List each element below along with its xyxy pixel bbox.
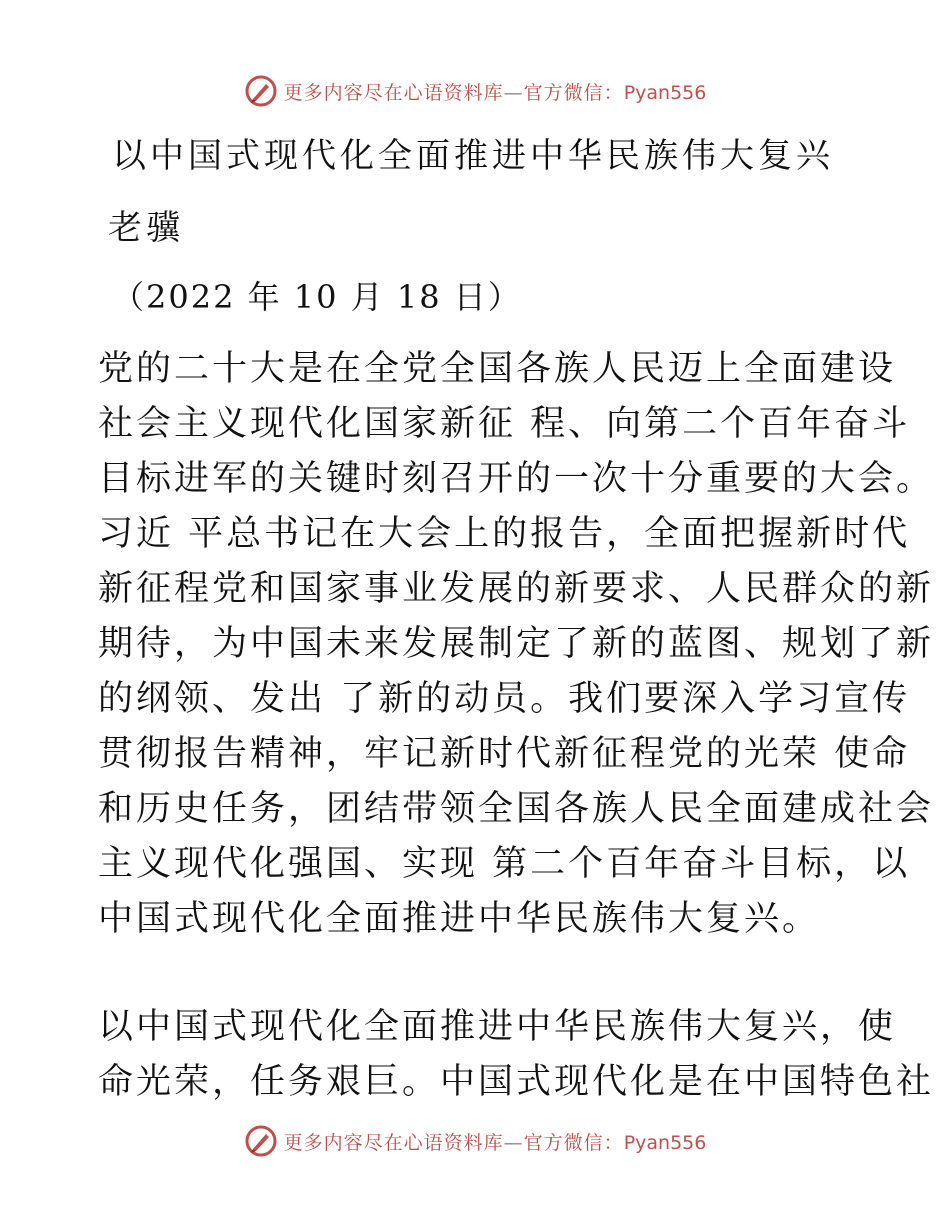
watermark-text: 更多内容尽在心语资料库—官方微信：Pyan556 xyxy=(283,81,707,104)
paragraph-line: 贯彻报告精神，牢记新时代新征程党的光荣 使命 xyxy=(98,734,911,774)
paragraph-line: 命光荣，任务艰巨。中国式现代化是在中国特色社 xyxy=(98,1062,935,1102)
paragraph-line: 以中国式现代化全面推进中华民族伟大复兴，使 xyxy=(98,1007,897,1047)
document-author: 老骥 xyxy=(108,208,184,248)
paragraph-line: 和历史任务，团结带领全国各族人民全面建成社会 xyxy=(98,789,935,829)
paragraph-line: 期待，为中国未来发展制定了新的蓝图、规划了新 xyxy=(98,624,935,664)
document-date: （2022 年 10 月 18 日） xyxy=(112,278,522,316)
paragraph-line: 习近 平总书记在大会上的报告，全面把握新时代 xyxy=(98,514,911,554)
paragraph-line: 新征程党和国家事业发展的新要求、人民群众的新 xyxy=(98,569,935,609)
pen-logo-icon xyxy=(244,1124,278,1158)
paragraph-2 xyxy=(98,1000,935,1110)
paragraph-line: 的纲领、发出 了新的动员。我们要深入学习宣传 xyxy=(98,679,911,719)
watermark-header xyxy=(0,74,950,108)
pen-logo-icon xyxy=(244,74,278,108)
watermark-footer xyxy=(0,1124,950,1158)
paragraph-line: 中国式现代化全面推进中华民族伟大复兴。 xyxy=(98,899,821,939)
paragraph-line: 社会主义现代化国家新征 程、向第二个百年奋斗 xyxy=(98,404,911,444)
paragraph-1 xyxy=(98,342,935,947)
watermark-text: 更多内容尽在心语资料库—官方微信：Pyan556 xyxy=(283,1131,707,1154)
paragraph-line: 党的二十大是在全党全国各族人民迈上全面建设 xyxy=(98,349,897,389)
paragraph-line: 目标进军的关键时刻召开的一次十分重要的大会。 xyxy=(98,459,935,499)
paragraph-line: 主义现代化强国、实现 第二个百年奋斗目标，以 xyxy=(98,844,911,884)
document-title: 以中国式现代化全面推进中华民族伟大复兴 xyxy=(112,136,834,176)
